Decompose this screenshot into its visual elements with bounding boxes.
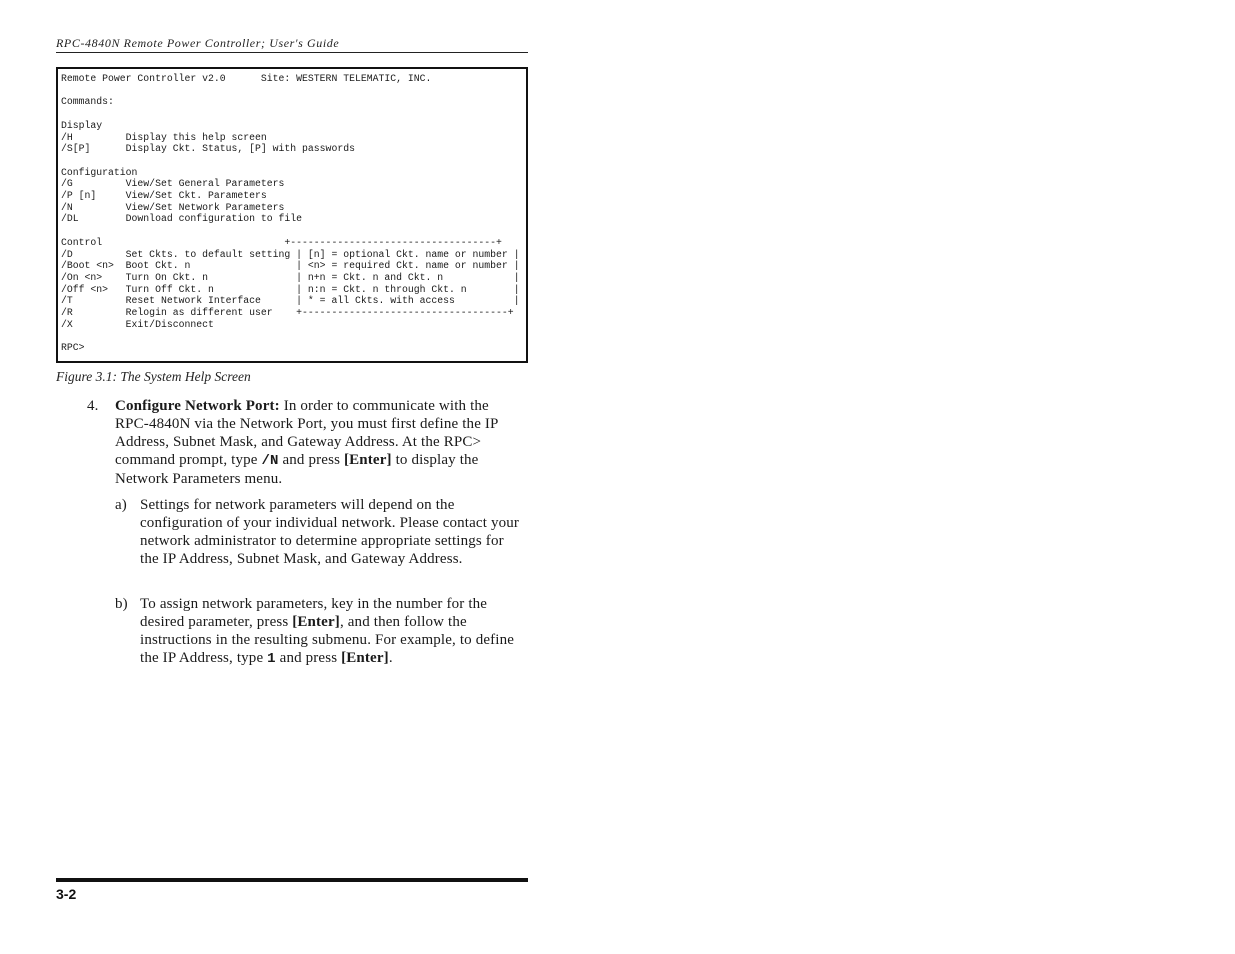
- terminal-line: /T Reset Network Interface | * = all Ckts. with access |: [61, 295, 520, 307]
- step-text-2: and press: [278, 452, 344, 468]
- step-text-3: to display the Network Parameters menu.: [115, 452, 479, 487]
- sub-step-b-mark: b): [115, 596, 128, 612]
- enter-key-1: [Enter]: [292, 614, 340, 630]
- step-text-1: In order to communicate with the RPC-4840N via the Network Port, you must first define the IP Address, Subnet Mask, and Gateway Address. At the RPC> command prompt, type: [115, 398, 498, 468]
- terminal-line: /G View/Set General Parameters: [61, 178, 285, 190]
- terminal-line: Display: [61, 119, 103, 131]
- terminal-line: /D Set Ckts. to default setting | [n] = optional Ckt. name or number |: [61, 248, 520, 260]
- enter-key-2: [Enter]: [341, 650, 389, 666]
- step-number: 4.: [87, 398, 99, 414]
- terminal-line: RPC>: [61, 342, 85, 354]
- terminal-line: /On <n> Turn On Ckt. n | n+n = Ckt. n and Ckt. n |: [61, 271, 520, 283]
- sub-step-a-text: Settings for network parameters will depend on the configuration of your individual network. Please contact your network administrator to determine appropriate settings for the IP Address, Subnet Mask, and Gateway Address.: [140, 497, 520, 567]
- terminal-line: /H Display this help screen: [61, 131, 267, 143]
- sub-step-a: [115, 496, 525, 568]
- terminal-line: /Boot <n> Boot Ckt. n | <n> = required Ckt. name or number |: [61, 260, 520, 272]
- terminal-line: Commands:: [61, 96, 114, 108]
- terminal-line: /N View/Set Network Parameters: [61, 201, 285, 213]
- terminal-line: /P [n] View/Set Ckt. Parameters: [61, 190, 267, 202]
- page-number: 3-2: [56, 886, 77, 902]
- step-heading: Configure Network Port:: [115, 398, 280, 414]
- terminal-line: Configuration: [61, 166, 138, 178]
- terminal-line: Remote Power Controller v2.0 Site: WESTERN TELEMATIC, INC.: [61, 73, 432, 84]
- help-screen-terminal: [56, 67, 528, 363]
- sub-step-b: [115, 595, 525, 668]
- sub-step-b-text-3: and press: [275, 650, 342, 666]
- sub-step-b-text-1: To assign network parameters, key in the number for the desired parameter, press: [140, 596, 488, 630]
- step-4-paragraph: [87, 397, 525, 488]
- terminal-text: [61, 73, 520, 354]
- sub-step-b-text-4: .: [388, 650, 393, 666]
- figure-caption: Figure 3.1: The System Help Screen: [56, 369, 251, 384]
- terminal-line: /DL Download configuration to file: [61, 213, 303, 225]
- terminal-line: /R Relogin as different user +-----------------------------------+: [61, 307, 514, 319]
- terminal-line: /Off <n> Turn Off Ckt. n | n:n = Ckt. n through Ckt. n |: [61, 283, 520, 295]
- terminal-line: /X Exit/Disconnect: [61, 318, 214, 330]
- sub-step-b-text-2: , and then follow the instructions in the resulting submenu. For example, to define the IP Address, type: [140, 614, 515, 666]
- footer-rule: [56, 878, 528, 882]
- value-one: 1: [267, 651, 276, 667]
- terminal-line: /S[P] Display Ckt. Status, [P] with passwords: [61, 143, 355, 155]
- terminal-line: Control +-----------------------------------+: [61, 236, 502, 248]
- command-n: /N: [261, 453, 279, 469]
- enter-key: [Enter]: [343, 452, 392, 468]
- running-header: RPC-4840N Remote Power Controller; User's Guide: [56, 36, 528, 53]
- sub-step-a-mark: a): [115, 497, 127, 513]
